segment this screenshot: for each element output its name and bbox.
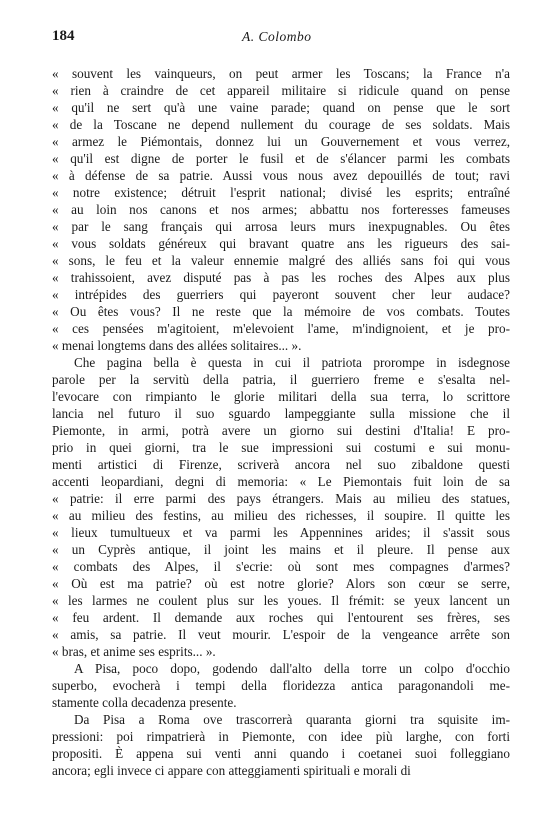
text-line: « de la Toscane ne depend nullement du courage de ses soldats. Mais <box>52 117 510 132</box>
paragraph <box>52 711 510 779</box>
text-line: « lieux tumultueux et va parmi les Appennines arides; il s'assit sous <box>52 525 510 540</box>
text-line: « intrépides des guerriers qui payeront souvent cher leur audace? <box>52 287 510 302</box>
text-line: « patrie: il erre parmi des pays étrangers. Mais au milieu des statues, <box>52 491 510 506</box>
text-line: « un Cyprès antique, il joint les mains et il pleure. Il pense aux <box>52 542 510 557</box>
text-line: « ces pensées m'agitoient, m'elevoient l'ame, m'indignoient, et je pro- <box>52 321 510 336</box>
text-line: « amis, sa patrie. Il veut mourir. L'espoir de la vengeance arrête son <box>52 627 510 642</box>
text-line: l'evocare con rimpianto le glorie militari della sua terra, lo scrittore <box>52 389 510 404</box>
text-line: « sons, le feu et la valeur ennemie malgré des alliés sans foi qui vous <box>52 253 510 268</box>
text-line: « à défense de sa patrie. Aussi vous nous avez depouillés de tout; ravi <box>52 168 510 183</box>
running-head: A. Colombo <box>242 29 312 44</box>
text-line: « qu'il ne sert qu'à une vaine parade; quand on pense que le sort <box>52 100 510 115</box>
paragraph <box>52 65 510 354</box>
text-line: « menai longtems dans des allées solitaires... ». <box>52 338 302 353</box>
text-line: « vous soldats généreux qui bravant quatre ans les rigueurs des sai- <box>52 236 510 251</box>
text-line: parole per la servitù della patria, il guerriero freme e s'esalta nel- <box>52 372 510 387</box>
text-line: superbo, evocherà i tempi della floridezza antica paragonandoli me- <box>52 678 510 693</box>
text-line: « notre existence; détruit l'esprit national; divisé les esprits; entraîné <box>52 185 510 200</box>
text-line: « au loin nos canons et nos armes; abbattu nos forteresses fameuses <box>52 202 510 217</box>
text-line: pressioni: poi rimpatrierà in Piemonte, con idee più larghe, con forti <box>52 729 510 744</box>
text-line: Piemonte, in armi, potrà avere un giorno sui destini d'Italia! E pro- <box>52 423 510 438</box>
paragraph <box>52 354 510 660</box>
text-line: « Ou êtes vous? Il ne reste que la mémoire de vos combats. Toutes <box>52 304 510 319</box>
text-line: « bras, et anime ses esprits... ». <box>52 644 216 659</box>
text-line: Che pagina bella è questa in cui il patriota prorompe in isdegnose <box>74 355 510 370</box>
text-line: « feu ardent. Il demande aux roches qui l'entourent ses frères, ses <box>52 610 510 625</box>
body-text <box>52 65 510 779</box>
text-line: « Où est ma patrie? où est notre glorie? Alors son cœur se serre, <box>52 576 510 591</box>
text-line: « les larmes ne coulent plus sur les youes. Il frémit: se yeux lancent un <box>52 593 510 608</box>
text-line: « au milieu des festins, au milieu des richesses, il soupire. Il quitte les <box>52 508 510 523</box>
paragraph <box>52 660 510 711</box>
text-line: propositi. È appena sui venti anni quando i coetanei suoi folleggiano <box>52 746 510 761</box>
text-line: prio in quei giorni, tra le sue impressioni sui costumi e sui monu- <box>52 440 510 455</box>
text-line: A Pisa, poco dopo, godendo dall'alto della torre un colpo d'occhio <box>74 661 510 676</box>
text-line: ancora; egli invece ci appare con atteggiamenti spirituali e morali di <box>52 763 411 778</box>
text-line: accenti leopardiani, degni di memoria: « Le Piemontais fuit loin de sa <box>52 474 510 489</box>
page-number: 184 <box>52 28 75 44</box>
text-line: « qu'il est digne de porter le fusil et de s'élancer parmi les combats <box>52 151 510 166</box>
text-line: « trahissoient, avez disputé pas à pas les roches des Alpes aux plus <box>52 270 510 285</box>
text-line: lancia nel futuro il suo sguardo lampeggiante sulla missione che il <box>52 406 510 421</box>
text-line: Da Pisa a Roma ove trascorrerà quaranta giorni tra squisite im- <box>74 712 510 727</box>
text-line: « combats des Alpes, il s'ecrie: où sont mes compagnes d'armes? <box>52 559 510 574</box>
page-header <box>52 28 514 48</box>
text-line: « souvent les vainqueurs, on peut armer les Toscans; la France n'a <box>52 66 510 81</box>
text-line: « rien à craindre de cet appareil militaire si ridicule quand on pense <box>52 83 510 98</box>
text-line: stamente colla decadenza presente. <box>52 695 237 710</box>
text-line: « armez le Piémontais, donnez lui un Gouvernement et vous verrez, <box>52 134 510 149</box>
text-line: « par le sang français qui arrosa leurs murs inexpugnables. Ou êtes <box>52 219 510 234</box>
text-line: menti artistici di Firenze, scriverà ancora nel suo zibaldone questi <box>52 457 510 472</box>
